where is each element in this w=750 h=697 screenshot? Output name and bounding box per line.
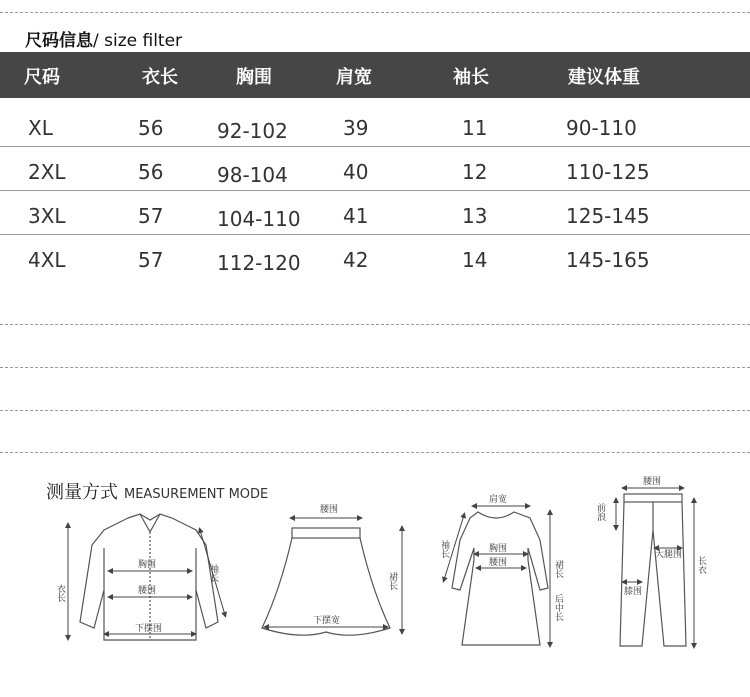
table-cell: 98-104 bbox=[217, 163, 288, 187]
table-cell: XL bbox=[28, 116, 53, 140]
shirt-waist-label: 腰围 bbox=[138, 586, 157, 596]
table-cell: 11 bbox=[462, 116, 488, 140]
dress-sleeve-label: 袖长 bbox=[439, 540, 449, 558]
table-cell: 112-120 bbox=[217, 251, 301, 275]
dress-shoulder-label: 肩宽 bbox=[489, 495, 508, 505]
table-cell: 3XL bbox=[28, 204, 66, 228]
col-header-length: 衣长 bbox=[142, 67, 178, 88]
table-cell: 39 bbox=[343, 116, 369, 140]
dress-chest-label: 胸围 bbox=[489, 544, 508, 554]
table-cell: 14 bbox=[462, 248, 488, 272]
table-cell: 13 bbox=[462, 204, 488, 228]
size-info-title: 尺码信息 bbox=[25, 31, 93, 51]
col-header-shoulder: 肩宽 bbox=[336, 67, 372, 88]
table-cell: 41 bbox=[343, 204, 369, 228]
shirt-sleeve-label: 袖长 bbox=[208, 564, 218, 582]
size-filter-subtitle: / size filter bbox=[93, 31, 183, 51]
dress-diagram bbox=[452, 512, 548, 645]
measurement-title-cn: 测量方式 bbox=[46, 482, 118, 503]
pants-rise-label: 前浪 bbox=[595, 503, 605, 521]
col-header-chest: 胸围 bbox=[236, 67, 272, 88]
table-cell: 4XL bbox=[28, 248, 66, 272]
dress-length-label: 裙长 bbox=[553, 560, 563, 578]
shirt-diagram bbox=[80, 514, 218, 640]
table-cell: 110-125 bbox=[566, 160, 650, 184]
skirt-waist-label: 腰围 bbox=[320, 505, 339, 515]
skirt-hem-label: 下摆宽 bbox=[313, 616, 341, 626]
table-cell: 56 bbox=[138, 160, 164, 184]
pants-diagram bbox=[620, 494, 686, 646]
shirt-length-label: 衣长 bbox=[55, 584, 65, 602]
table-cell: 42 bbox=[343, 248, 369, 272]
dress-waist-label: 腰围 bbox=[489, 558, 508, 568]
skirt-length-label: 裙长 bbox=[387, 572, 397, 590]
col-header-size: 尺码 bbox=[24, 67, 60, 88]
table-cell: 92-102 bbox=[217, 119, 288, 143]
table-cell: 12 bbox=[462, 160, 488, 184]
table-cell: 125-145 bbox=[566, 204, 650, 228]
pants-thigh-label: 大腿围 bbox=[655, 550, 683, 560]
pants-length-label: 长衣 bbox=[696, 556, 706, 574]
shirt-chest-label: 胸围 bbox=[138, 560, 157, 570]
measurement-title-en: MEASUREMENT MODE bbox=[124, 487, 269, 502]
dress-back-length-label: 后中长 bbox=[553, 594, 563, 621]
pants-knee-label: 膝围 bbox=[624, 587, 643, 597]
table-cell: 57 bbox=[138, 204, 164, 228]
table-cell: 2XL bbox=[28, 160, 66, 184]
col-header-sleeve: 袖长 bbox=[453, 67, 489, 88]
table-cell: 104-110 bbox=[217, 207, 301, 231]
table-cell: 57 bbox=[138, 248, 164, 272]
table-cell: 40 bbox=[343, 160, 369, 184]
table-cell: 145-165 bbox=[566, 248, 650, 272]
pants-waist-label: 腰围 bbox=[643, 477, 662, 487]
table-cell: 90-110 bbox=[566, 116, 637, 140]
table-cell: 56 bbox=[138, 116, 164, 140]
col-header-weight: 建议体重 bbox=[568, 67, 640, 88]
shirt-hem-label: 下摆围 bbox=[135, 624, 163, 634]
